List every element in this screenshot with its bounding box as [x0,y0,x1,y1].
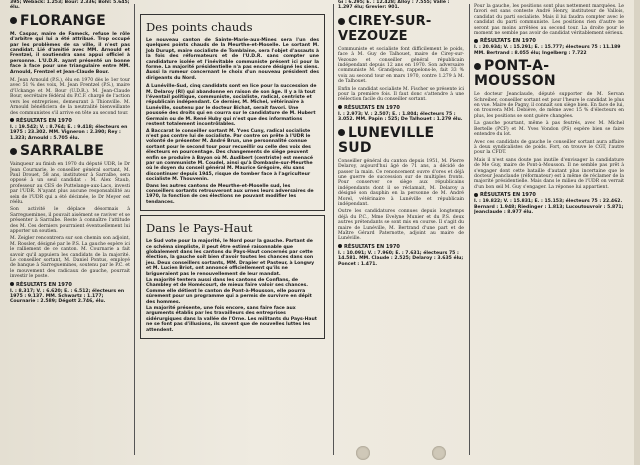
article-paragraph: Outre les candidatures connues depuis longtemps déjà du P.C., Mme Evelyne Munier et du P.S. deux autres prétendants se sont mis en course. Il s'agit du maire de Lunéville, M. Bertrand d'une part et de Maître Gérard Paternotte, adjoint au maire de Lunéville. [338,209,464,242]
bullet-icon [10,118,14,122]
continued-results-line: Gi : 6.295; E. : 12.428; Alloy : 7.555; Vallé : 1.297 élu; Grevier: 901. [338,0,450,11]
column-rule [469,4,470,455]
boxed-article-pays-haut [140,215,325,339]
article-paragraph: Enfin le candidat socialiste M. Fischer se présente ici pour la première fois. Il faut donc s'attendre à une réélection facile du conseiller sortant. [338,86,464,103]
heading-dans-le-pays-haut: Dans le Pays-Haut [146,221,253,236]
page-edge [634,0,640,465]
results-heading: RÉSULTATS EN 1970 [10,118,130,124]
article-paragraph: M. Jean Arnould (P.S.), élu en 1970 dès le 1er tour avec 51 % des voix, M. Jean Frentzel (P.S.), maire d'Uckange et M. Bour (U.D.R.). M. Jean-Claude Bour, secrétaire fédéral du P.C.F. chargé de l'action vers les entreprises, demeurant à Thionville. M. Arnould bénéficiera de la neutralité bienveillante des communistes s'il arrive en tête au second tour. [10,78,130,116]
article-paragraph: Avec ces candidats de gauche le conseiller sortant aura affaire à deux syndicalistes de poids. Fort, on trouve le CGT, l'autre pour la CFDT. [474,139,624,156]
bullet-icon [474,39,478,43]
boxed-article-points-chauds [140,14,325,211]
article-paragraph: Mais il n'est sans doute pas inutile d'envisager la candidature de Me Guy, maire de Pont-à-Mousson. Il ne semble pas prêt à s'engager dont cette bataille d'autant plus incertaine que le docteur Jeanclaude (réformateur) est à même de réclamer de la majorité présidentielle. Mais dans le milieu de l'UDR on verrait d'un bon œil M. Guy s'engager. La réponse lui appartient. [474,157,624,190]
article-paragraph: Le Sud vote pour la majorité, le Nord pour la gauche. Partant de ce schéma simpliste, il peut être estimé raisonnable que globalement dans les cantons du Pays-Haut concernés par cette élection, la gauche soit bien d'avoir toutes les chances dans son jeu. Deux conseillers sortants, MM. Drapier et Pasteur, à Longwy et M. Lucien Briot, ont annoncé officiellement qu'ils ne brigueraient pas le renouvellement de leur mandat. [146,239,315,277]
article-paragraph: Communiste et socialiste font difficilement le poids, face à M. Guy de Talhouet, maire de Cirey-sur-Vezouze et conseiller général républicain indépendant depuis 12 ans en 1970. Son adversaire communiste M. Grandjean, rappelons-le, fait 33 % voix au second tour en mars 1970, contre 1.279 à M. de Talhouet. [338,46,464,85]
results-heading: RÉSULTATS EN 1970 [474,38,624,44]
bullet-icon [10,148,17,155]
bullet-icon [474,193,478,197]
column-cirey-luneville [338,0,464,465]
bullet-icon [338,129,345,136]
article-paragraph: A Lunéville-Sud, cinq candidats sont en lice pour la succession de M. Delaroy (RI) qui abandonne en raison de son âge. Il y a là tout l'éventail politique, communiste, socialiste, radical, centriste et républicain indépendant. Ce dernier, M. Michel, vétérinaire à Lunéville, soutenu par le docteur Bichat, serait favori. Une poussée des droits qui en courra sur le candidature de M. Hubert Germain ou de M. René Huby qui n'est que des informations restent totalement incontrôlables. [146,84,317,128]
column-rule [333,4,334,455]
results-heading: RÉSULTATS EN 1970 [474,192,624,198]
binder-hole [356,446,370,460]
results-text: I. : 2.973; V. : 2.507; E. : 1.804; électeurs 75 : 3.052. MM. Papin : 525; De Talhouet : 1.279 élu. [338,111,463,123]
article-paragraph: Dans les autres cantons de Meurthe-et-Moselle sud, les conseillers sortants retrouveront aux urnes leurs adversaires de 1970, la fonction de ces élections ne pouvant modifier les tendances. [146,183,314,205]
bullet-icon [10,282,14,286]
results-text: I. : 10.091; V. : 7.960; E. : 7.631; électeurs 75 : 14.581. MM. Claude : 2.525; Delaroy : 3.635 élu; Poncet : 1.471. [338,250,464,267]
results-heading: RÉSULTATS EN 1970 [338,244,464,250]
results-text: I. : 8.317; V. : 6.620; E. : 6.512; électeurs en 1975 : 9.137. MM. Schwartz : 1.177; Cournarie : 2.589; Dégott 2.746, élu. [10,288,125,305]
results-text: I. : 20.934; V. : 15.291; E. : 15.777; électeurs 75 : 11.189 MM. Bertrand : 8.055 élu; Ingelberg : 7.722 [474,45,621,56]
column-rule [134,4,135,455]
article-paragraph: Pour la gauche, les positions sont plus nettement marquées. Le favori est sans conteste André Henry, instituteur de Vallois, candidat du parti socialiste. Mais il lui faudra compter avec le candidat du parti communiste. Les positions rien d'autre ne seront pas moins arrêtées au second tour. La droite pour le moment ne semble pas avoir de candidat véritablement sérieux. [474,4,624,37]
article-paragraph: A Baccarat le conseiller sortant M. Yves Cuny, radical socialiste n'est pas contre lui de socialiste. Par contre on prête à l'UDR le volonté de présenter M. André Brun, une personnalité connue sortant pour le second tour pour recueillir ou celle des voix des électeurs en pourcentage. Des changements de siège peuvent enfin se produire à Bayon où M. Audibert (centriste) est menacé par un communiste M. Coudel, ainsi qu'à Dombasle-sur-Meurthe où le doyen du conseil général M. Maurice Grégoire, élu sans discontinuer depuis 1945, risque de tomber face à l'agriculteur socialiste M. Thouvenin. [146,128,313,183]
heading-pont-a-mousson: PONT-A-MOUSSON [474,58,556,90]
bullet-icon [338,18,345,25]
heading-luneville-sud: LUNEVILLE SUD [338,124,435,156]
article-paragraph: Conseiller général du canton depuis 1951, M. Pierre Delaroy, aujourd'hui âgé de 71 ans, a décidé de passer la main. Ce renoncement ouvre d'ores et déjà une guerre de succession sur de multiples fronts. Pour conserver ce siège aux républicains indépendants dont il se réclamait, M. Delaroy a désigné son dauphin en la personne de M. André Morel, vétérinaire à Lunéville et républicain indépendant. [338,158,464,207]
column-points-chauds [140,0,325,465]
heading-florange: FLORANGE [10,14,130,29]
heading-des-points-chauds: Des points chauds [146,20,253,34]
bullet-icon [474,63,481,70]
article-paragraph: Son activité le déplace désormais à Sarreguemines, il pouvait aisément se raviver et se présenter à Sarralbe. Reste à connaître l'attitude des M. Ces derniers pourraient éventuellement lui apporter un soutien. [10,207,130,234]
bullet-icon [338,105,342,109]
results-text: I. : 19.822; V. : 15.831; E. : 15.153; électeurs 75 : 22.462. Bernard : 1.948; Riedinger : 1.813; Lucoutouvroir : 5.871; Jeanclaude : 8.977 élu. [474,199,624,215]
results-heading: RÉSULTATS EN 1970 [338,105,464,111]
results-text: I. : 19.542; V. : 8.764; E. : 9.418; électeurs en 1975 : 23.302. MM. Vigneron : 2.390; Rey : 1.323; Arnould : 5.705 élu. [10,124,128,141]
article-paragraph: La gauche pourtant, même à pas feutrés, avec M. Michel Bertelle (PCF) et M. Yves Vondon (PS) espère bien se faire entendre du lot. [474,121,624,138]
article-intro: Le nouveau canton de Sainte-Marie-aux-Mines sera l'un des quelques points chauds de la Meurthe-et-Moselle. Le sortant M. Job Durupt, maire socialiste de Tomblaine, sera l'objet d'assauts à la fois des réformateurs et de l'U.D.R. sans compter une candidature isolée et l'inévitable communiste présent ici pour la forme. La majorité présidentielle n'a pas encore désigné les siens. Aussi la rumeur concernant le choix d'un nouveau président des dirigeants du Nord. [146,38,319,81]
bullet-icon [338,244,342,248]
continued-results-line: 395; Weback: 1.253; Bour: 2.336; Bohl: 5.645; élu. [10,0,130,11]
heading-sarralbe: SARRALBE [10,144,130,159]
results-heading: RÉSULTATS EN 1970 [10,282,130,288]
bullet-icon [10,17,17,24]
binder-hole [432,446,446,460]
article-paragraph: M. Caspar, maire de Fameck, refuse le rôle d'arbitre qui lui a été attribué. Trop occupé par les problèmes de sa ville, il n'est pas candidat. Lié d'amitié avec MM. Arnould et Frentzel, il soutiendra sans appui officiel à personne. L'U.D.R. ayant présenté un bonne face à face pour une triangulaire entre MM. Arnould, Frentzel et Jean-Claude Bour. [10,31,130,75]
column-florange-sarralbe [10,0,130,465]
article-paragraph: Vainqueur au finish en 1970 du député UDR, le Dr Jean Cournarie, le conseiller général sortant, M. Paul Drouet, 58 ans, instituteur à Sarralbe, sera opposé à un seul candidat : M. Alex Staub, professeur au CES de Puttelange-aux-Lacs, investi par l'UDR. N'ayant plus aucune responsabilité au sein de l'UDR qui a été décimée, le Dr Meyer est réélu. [10,162,130,205]
article-paragraph: M. Zeigler rencontrera sur son chemin son adjoint, M. Rossler, désigné par le P.S. La gauche espère ici le ralliement de ce canton. M. Cournarie a fait savoir qu'il appuiera les candidats de la majorité. Le conseiller sortant, M. Daniel Pontus, employé de banque à Sarreguemines, soutenu par le P.C. et le mouvement des radicaux de gauche, pourrait investir le poste. [10,236,130,280]
column-pont-a-mousson [474,0,624,465]
article-paragraph: La majorité présente, une fois encore, sans faire face aux arguments établis par les travailleurs des entreprises sidérurgiques dans la vallée de l'Orne. Les militants du Pays-Haut ne se font pas d'illusions, ils savent que de nouvelles luttes les attendent. [146,306,317,333]
heading-cirey-sur-vezouze: CIREY-SUR-VEZOUZE [338,13,432,44]
article-paragraph: La majorité tentera aussi dans les cantons de Conflans, de Chambley et de Homécourt, de mieux faire valoir ses chances. Comme elle détient le canton de Pont-à-Mousson, elle pourra sûrement pour un programme qui a permis de survivre en dépit des hommes. [146,278,312,305]
article-paragraph: Le docteur Jeanclaude, député supporter de M. Servan Schreiber, conseiller sortant est pour l'heure le candidat le plus en vue. Maire de Pagny, il connaît son siège bien. En face de lui, on trouvera MM. Debiève, de même avec 15 % d'électeurs en plus, les positions se sont guère changées. [474,92,624,119]
